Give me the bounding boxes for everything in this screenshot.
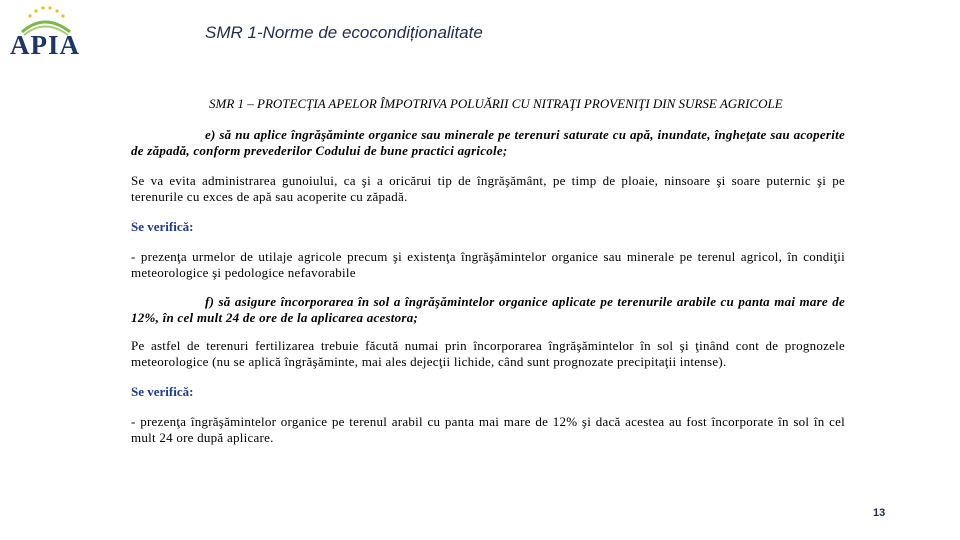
verify-text-2: - prezenţa îngrăşămintelor organice pe terenul arabil cu panta mai mare de 12% şi dacă acestea au fost încorporate în sol în cel mult 24 ore după aplicare. xyxy=(131,414,845,445)
paragraph-1: Se va evita administrarea gunoiului, ca şi a oricărui tip de îngrăşământ, pe timp de ploaie, ninsoare şi soare puternic şi pe terenurile cu exces de apă sau acoperite cu zăpadă. xyxy=(131,173,845,204)
content-body xyxy=(131,96,845,446)
point-f: f) să asigure încorporarea în sol a îngrăşămintelor organice aplicate pe terenurile arabile cu panta mai mare de 12%, în cel mult 24 de ore de la aplicarea acestora; xyxy=(131,294,845,325)
verify-label-2: Se verifică: xyxy=(131,384,194,399)
paragraph-2: Pe astfel de terenuri fertilizarea trebuie făcută numai prin încorporarea îngrăşămintelor în sol şi ţinând cont de prognozele meteorologice (nu se aplică îngrăşăminte, mai ales dejecţii lichide, când sunt prognozate precipitaţii intense). xyxy=(131,338,845,369)
apia-logo xyxy=(8,2,82,64)
verify-text-1: - prezenţa urmelor de utilaje agricole precum şi existenţa îngrăşămintelor organice sau minerale pe terenul agricol, în condiţii meteorologice şi pedologice nefavorabile xyxy=(131,249,845,280)
stars-icon xyxy=(28,6,64,17)
point-e: e) să nu aplice îngrăşăminte organice sau minerale pe terenuri saturate cu apă, inundate, îngheţate sau acoperite de zăpadă, conform prevederilor Codului de bune practici agricole; xyxy=(131,127,845,158)
logo-text: APIA xyxy=(10,30,80,60)
page-number: 13 xyxy=(873,507,886,519)
section-heading: SMR 1 – PROTECŢIA APELOR ÎMPOTRIVA POLUĂRII CU NITRAŢI PROVENIŢI DIN SURSE AGRICOLE xyxy=(209,96,783,111)
slide-title: SMR 1-Norme de ecocondiționalitate xyxy=(205,23,483,42)
verify-label-1: Se verifică: xyxy=(131,219,194,234)
